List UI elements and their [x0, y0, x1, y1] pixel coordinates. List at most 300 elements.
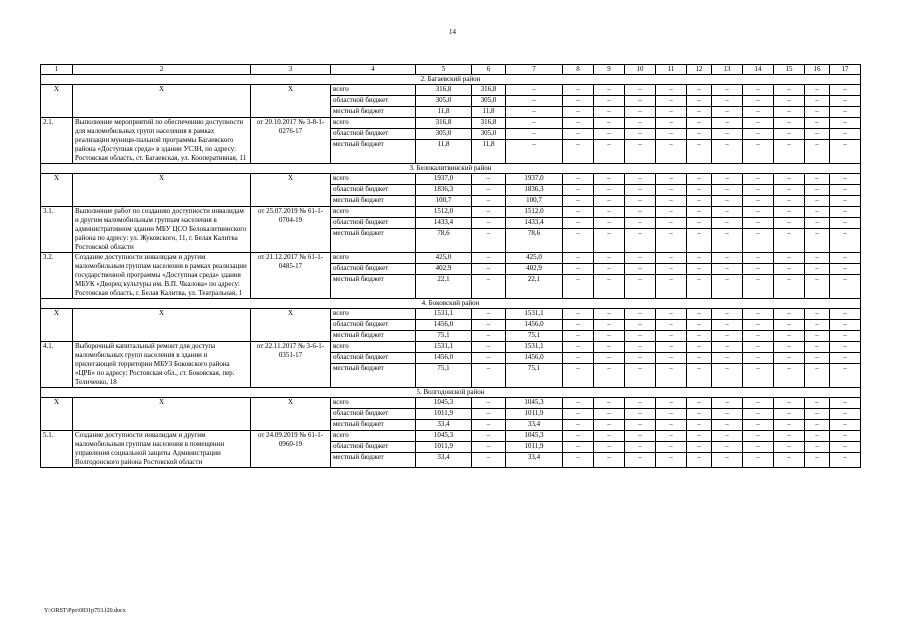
empty-year-cell: – [805, 107, 830, 118]
empty-year-cell: – [656, 129, 687, 140]
empty-year-cell: – [712, 320, 743, 331]
budget-source: всего [331, 174, 416, 185]
empty-year-cell: – [625, 353, 656, 364]
empty-year-cell: – [712, 174, 743, 185]
empty-year-cell: – [687, 364, 712, 388]
empty-year-cell: – [712, 85, 743, 96]
empty-year-cell: – [594, 207, 625, 218]
row-number: Х [41, 85, 73, 118]
empty-year-cell: – [830, 218, 861, 229]
empty-year-cell: – [687, 129, 712, 140]
empty-year-cell: – [830, 207, 861, 218]
empty-year-cell: – [594, 229, 625, 253]
empty-year-cell: – [743, 453, 774, 468]
empty-year-cell: – [656, 96, 687, 107]
registration-number: Х [251, 309, 331, 342]
empty-year-cell: – [712, 431, 743, 442]
empty-year-cell: – [805, 96, 830, 107]
empty-year-cell: – [774, 309, 805, 320]
amount-v5: 1512,0 [416, 207, 472, 218]
budget-source: всего [331, 85, 416, 96]
empty-year-cell: – [687, 140, 712, 164]
empty-year-cell: – [687, 96, 712, 107]
measure-name: Создание доступности инвалидам и другим маломобильным группам населения в помещении управления социальной защиты Администрации Волгодонского района Ростовской области [73, 431, 251, 468]
empty-year-cell: – [830, 118, 861, 129]
empty-year-cell: – [563, 353, 594, 364]
row-number: 3.1. [41, 207, 73, 253]
amount-v7: – [506, 96, 563, 107]
section-row [41, 299, 861, 309]
amount-v6: 316,8 [472, 85, 506, 96]
empty-year-cell: – [687, 264, 712, 275]
empty-year-cell: – [687, 229, 712, 253]
empty-year-cell: – [687, 107, 712, 118]
empty-year-cell: – [625, 342, 656, 353]
amount-v5: 1937,0 [416, 174, 472, 185]
empty-year-cell: – [625, 409, 656, 420]
empty-year-cell: – [563, 331, 594, 342]
budget-source: местный бюджет [331, 140, 416, 164]
amount-v7: 402,9 [506, 264, 563, 275]
budget-source: областной бюджет [331, 96, 416, 107]
empty-year-cell: – [712, 453, 743, 468]
table-body [41, 65, 861, 468]
empty-year-cell: – [563, 96, 594, 107]
empty-year-cell: – [712, 342, 743, 353]
section-row [41, 75, 861, 85]
empty-year-cell: – [625, 107, 656, 118]
row-number: 2.1. [41, 118, 73, 164]
amount-v5: 75,1 [416, 331, 472, 342]
amount-v6: – [472, 253, 506, 264]
empty-year-cell: – [712, 409, 743, 420]
empty-year-cell: – [625, 185, 656, 196]
empty-year-cell: – [563, 218, 594, 229]
column-number: 11 [656, 65, 687, 75]
budget-source: местный бюджет [331, 331, 416, 342]
empty-year-cell: – [656, 185, 687, 196]
amount-v5: 1531,1 [416, 309, 472, 320]
amount-v7: 1531,1 [506, 309, 563, 320]
column-number: 14 [743, 65, 774, 75]
empty-year-cell: – [774, 342, 805, 353]
empty-year-cell: – [625, 253, 656, 264]
empty-year-cell: – [712, 196, 743, 207]
empty-year-cell: – [712, 331, 743, 342]
column-number: 15 [774, 65, 805, 75]
empty-year-cell: – [774, 140, 805, 164]
empty-year-cell: – [743, 196, 774, 207]
empty-year-cell: – [774, 218, 805, 229]
empty-year-cell: – [687, 207, 712, 218]
empty-year-cell: – [830, 275, 861, 299]
registration-number: Х [251, 85, 331, 118]
empty-year-cell: – [805, 85, 830, 96]
amount-v7: 1937,0 [506, 174, 563, 185]
empty-year-cell: – [774, 118, 805, 129]
section-row [41, 164, 861, 174]
amount-v7: 100,7 [506, 196, 563, 207]
amount-v5: 1011,9 [416, 442, 472, 453]
amount-v5: 1433,4 [416, 218, 472, 229]
total-row [41, 398, 861, 409]
empty-year-cell: – [625, 129, 656, 140]
section-title: 5. Волгодонской район [41, 388, 861, 398]
empty-year-cell: – [743, 353, 774, 364]
empty-year-cell: – [805, 398, 830, 409]
budget-source: местный бюджет [331, 364, 416, 388]
empty-year-cell: – [805, 331, 830, 342]
budget-source: местный бюджет [331, 453, 416, 468]
column-number: 3 [251, 65, 331, 75]
empty-year-cell: – [805, 431, 830, 442]
empty-year-cell: – [687, 409, 712, 420]
empty-year-cell: – [625, 196, 656, 207]
empty-year-cell: – [656, 218, 687, 229]
amount-v6: – [472, 218, 506, 229]
empty-year-cell: – [656, 320, 687, 331]
empty-year-cell: – [594, 320, 625, 331]
amount-v7: 1011,9 [506, 442, 563, 453]
empty-year-cell: – [774, 353, 805, 364]
empty-year-cell: – [625, 320, 656, 331]
empty-year-cell: – [805, 275, 830, 299]
empty-year-cell: – [830, 442, 861, 453]
empty-year-cell: – [594, 409, 625, 420]
section-row [41, 388, 861, 398]
budget-source: местный бюджет [331, 229, 416, 253]
empty-year-cell: – [594, 331, 625, 342]
amount-v6: – [472, 275, 506, 299]
empty-year-cell: – [805, 320, 830, 331]
item-row [41, 207, 861, 218]
empty-year-cell: – [656, 229, 687, 253]
empty-year-cell: – [774, 85, 805, 96]
empty-year-cell: – [656, 331, 687, 342]
empty-year-cell: – [594, 218, 625, 229]
empty-year-cell: – [743, 185, 774, 196]
empty-year-cell: – [830, 331, 861, 342]
empty-year-cell: – [712, 364, 743, 388]
empty-year-cell: – [656, 364, 687, 388]
empty-year-cell: – [594, 342, 625, 353]
budget-source: местный бюджет [331, 107, 416, 118]
amount-v6: – [472, 264, 506, 275]
empty-year-cell: – [805, 140, 830, 164]
registration-number: Х [251, 174, 331, 207]
budget-source: областной бюджет [331, 442, 416, 453]
registration-number: от 22.11.2017 № 3-6-1-0351-17 [251, 342, 331, 388]
empty-year-cell: – [830, 229, 861, 253]
empty-year-cell: – [712, 229, 743, 253]
empty-year-cell: – [594, 129, 625, 140]
empty-year-cell: – [774, 409, 805, 420]
budget-source: областной бюджет [331, 353, 416, 364]
empty-year-cell: – [774, 253, 805, 264]
empty-year-cell: – [625, 140, 656, 164]
empty-year-cell: – [774, 264, 805, 275]
column-number: 6 [472, 65, 506, 75]
empty-year-cell: – [743, 342, 774, 353]
amount-v5: 78,6 [416, 229, 472, 253]
item-row [41, 118, 861, 129]
empty-year-cell: – [625, 229, 656, 253]
amount-v5: 1531,1 [416, 342, 472, 353]
empty-year-cell: – [563, 453, 594, 468]
amount-v6: 316,8 [472, 118, 506, 129]
column-number: 4 [331, 65, 416, 75]
amount-v5: 1456,0 [416, 353, 472, 364]
empty-year-cell: – [774, 420, 805, 431]
empty-year-cell: – [743, 409, 774, 420]
empty-year-cell: – [656, 140, 687, 164]
budget-source: областной бюджет [331, 264, 416, 275]
amount-v7: 33,4 [506, 453, 563, 468]
empty-year-cell: – [594, 353, 625, 364]
empty-year-cell: – [830, 409, 861, 420]
empty-year-cell: – [830, 398, 861, 409]
empty-year-cell: – [743, 420, 774, 431]
empty-year-cell: – [594, 264, 625, 275]
amount-v7: 1456,0 [506, 353, 563, 364]
section-title: 3. Белокалитвинский район [41, 164, 861, 174]
empty-year-cell: – [594, 398, 625, 409]
item-row [41, 253, 861, 264]
item-row [41, 431, 861, 442]
empty-year-cell: – [594, 275, 625, 299]
empty-year-cell: – [563, 140, 594, 164]
empty-year-cell: – [594, 196, 625, 207]
amount-v5: 33,4 [416, 453, 472, 468]
empty-year-cell: – [625, 207, 656, 218]
empty-year-cell: – [712, 129, 743, 140]
total-row [41, 174, 861, 185]
empty-year-cell: – [805, 229, 830, 253]
empty-year-cell: – [830, 309, 861, 320]
empty-year-cell: – [625, 218, 656, 229]
empty-year-cell: – [687, 196, 712, 207]
empty-year-cell: – [656, 275, 687, 299]
empty-year-cell: – [774, 364, 805, 388]
amount-v6: – [472, 196, 506, 207]
empty-year-cell: – [594, 85, 625, 96]
empty-year-cell: – [774, 96, 805, 107]
empty-year-cell: – [656, 431, 687, 442]
amount-v5: 316,8 [416, 85, 472, 96]
amount-v5: 1011,9 [416, 409, 472, 420]
empty-year-cell: – [687, 398, 712, 409]
amount-v6: 11,8 [472, 107, 506, 118]
budget-source: местный бюджет [331, 196, 416, 207]
amount-v7: 1045,3 [506, 398, 563, 409]
empty-year-cell: – [625, 331, 656, 342]
column-number: 12 [687, 65, 712, 75]
budget-source: областной бюджет [331, 129, 416, 140]
empty-year-cell: – [687, 118, 712, 129]
empty-year-cell: – [563, 174, 594, 185]
amount-v7: 75,1 [506, 364, 563, 388]
empty-year-cell: – [656, 309, 687, 320]
empty-year-cell: – [743, 107, 774, 118]
amount-v7: – [506, 140, 563, 164]
empty-year-cell: – [563, 196, 594, 207]
column-number: 2 [73, 65, 251, 75]
amount-v7: 1512,0 [506, 207, 563, 218]
section-title: 2. Багаевский район [41, 75, 861, 85]
budget-source: местный бюджет [331, 275, 416, 299]
amount-v7: – [506, 85, 563, 96]
amount-v6: – [472, 174, 506, 185]
empty-year-cell: – [687, 185, 712, 196]
empty-year-cell: – [563, 431, 594, 442]
empty-year-cell: – [625, 453, 656, 468]
empty-year-cell: – [594, 420, 625, 431]
amount-v7: 425,0 [506, 253, 563, 264]
empty-year-cell: – [594, 309, 625, 320]
empty-year-cell: – [805, 196, 830, 207]
empty-year-cell: – [563, 442, 594, 453]
empty-year-cell: – [563, 420, 594, 431]
empty-year-cell: – [805, 342, 830, 353]
empty-year-cell: – [625, 275, 656, 299]
row-number: 3.2. [41, 253, 73, 299]
amount-v7: 1045,3 [506, 431, 563, 442]
empty-year-cell: – [687, 320, 712, 331]
column-number: 17 [830, 65, 861, 75]
empty-year-cell: – [594, 140, 625, 164]
amount-v6: – [472, 431, 506, 442]
empty-year-cell: – [563, 364, 594, 388]
column-number: 10 [625, 65, 656, 75]
empty-year-cell: – [774, 275, 805, 299]
empty-year-cell: – [743, 364, 774, 388]
empty-year-cell: – [774, 207, 805, 218]
empty-year-cell: – [594, 96, 625, 107]
empty-year-cell: – [743, 253, 774, 264]
empty-year-cell: – [687, 218, 712, 229]
amount-v6: – [472, 364, 506, 388]
amount-v5: 11,8 [416, 140, 472, 164]
row-number: 5.1. [41, 431, 73, 468]
amount-v7: 1456,0 [506, 320, 563, 331]
amount-v7: 22,1 [506, 275, 563, 299]
empty-year-cell: – [712, 218, 743, 229]
empty-year-cell: – [625, 398, 656, 409]
measure-name: Создание доступности инвалидам и другим маломобильным группам населения в рамках реализации государственной программы «Доступная среда» здания МБУК «Дворец культуры им. В.П. Чкалова» по адресу: Ростовская область, г. Белая Калитва, ул. Театральная, 1 [73, 253, 251, 299]
measure-name: Выполнение мероприятий по обеспечению доступности для маломобильных групп населения в рамках реализации муници-пальной программы Багаевского района «Доступная среда» в здании УСЗН, по адресу: Ростовская область, ст. Багаевская, ул. Кооперативная, 11 [73, 118, 251, 164]
measure-name: Х [73, 309, 251, 342]
empty-year-cell: – [563, 320, 594, 331]
empty-year-cell: – [805, 174, 830, 185]
budget-table [40, 64, 861, 468]
empty-year-cell: – [712, 207, 743, 218]
amount-v5: 22,1 [416, 275, 472, 299]
registration-number: Х [251, 398, 331, 431]
empty-year-cell: – [625, 364, 656, 388]
empty-year-cell: – [712, 107, 743, 118]
empty-year-cell: – [712, 398, 743, 409]
empty-year-cell: – [712, 253, 743, 264]
amount-v5: 1836,3 [416, 185, 472, 196]
empty-year-cell: – [830, 253, 861, 264]
budget-source: всего [331, 207, 416, 218]
file-path-footer: Y:\ORST\Ppo\0831p753.f20.docx [44, 608, 126, 614]
empty-year-cell: – [563, 264, 594, 275]
empty-year-cell: – [805, 409, 830, 420]
budget-source: областной бюджет [331, 409, 416, 420]
empty-year-cell: – [656, 442, 687, 453]
empty-year-cell: – [774, 320, 805, 331]
amount-v5: 425,0 [416, 253, 472, 264]
amount-v5: 11,8 [416, 107, 472, 118]
amount-v7: 1836,3 [506, 185, 563, 196]
empty-year-cell: – [743, 129, 774, 140]
measure-name: Выполнение работ по созданию доступности инвалидам и другим маломобильным группам населения в административном здании МБУ ЦСО Белокалитвинского района по адресу: ул. Жуковского, 11, г. Белая Калитва Ростовской области [73, 207, 251, 253]
amount-v5: 316,8 [416, 118, 472, 129]
empty-year-cell: – [687, 253, 712, 264]
registration-number: от 25.07.2019 № 61-1-0704-19 [251, 207, 331, 253]
empty-year-cell: – [743, 398, 774, 409]
empty-year-cell: – [805, 353, 830, 364]
amount-v5: 75,1 [416, 364, 472, 388]
empty-year-cell: – [594, 431, 625, 442]
empty-year-cell: – [805, 264, 830, 275]
empty-year-cell: – [687, 309, 712, 320]
empty-year-cell: – [594, 185, 625, 196]
amount-v6: – [472, 229, 506, 253]
amount-v6: 305,0 [472, 96, 506, 107]
empty-year-cell: – [656, 420, 687, 431]
empty-year-cell: – [594, 364, 625, 388]
empty-year-cell: – [830, 174, 861, 185]
amount-v6: – [472, 442, 506, 453]
empty-year-cell: – [830, 85, 861, 96]
empty-year-cell: – [743, 431, 774, 442]
empty-year-cell: – [743, 331, 774, 342]
amount-v7: 78,6 [506, 229, 563, 253]
empty-year-cell: – [774, 129, 805, 140]
amount-v7: 33,4 [506, 420, 563, 431]
empty-year-cell: – [687, 85, 712, 96]
empty-year-cell: – [594, 107, 625, 118]
empty-year-cell: – [805, 218, 830, 229]
amount-v7: 1531,1 [506, 342, 563, 353]
amount-v6: – [472, 420, 506, 431]
registration-number: от 21.12.2017 № 61-1-0485-17 [251, 253, 331, 299]
empty-year-cell: – [712, 140, 743, 164]
measure-name: Х [73, 398, 251, 431]
measure-name: Х [73, 85, 251, 118]
empty-year-cell: – [805, 309, 830, 320]
empty-year-cell: – [656, 174, 687, 185]
empty-year-cell: – [830, 107, 861, 118]
column-number: 8 [563, 65, 594, 75]
empty-year-cell: – [805, 442, 830, 453]
empty-year-cell: – [830, 185, 861, 196]
empty-year-cell: – [830, 342, 861, 353]
empty-year-cell: – [743, 140, 774, 164]
empty-year-cell: – [594, 253, 625, 264]
empty-year-cell: – [830, 453, 861, 468]
empty-year-cell: – [563, 129, 594, 140]
budget-source: областной бюджет [331, 185, 416, 196]
budget-source: всего [331, 342, 416, 353]
empty-year-cell: – [563, 107, 594, 118]
item-row [41, 342, 861, 353]
empty-year-cell: – [625, 85, 656, 96]
empty-year-cell: – [712, 309, 743, 320]
total-row [41, 309, 861, 320]
